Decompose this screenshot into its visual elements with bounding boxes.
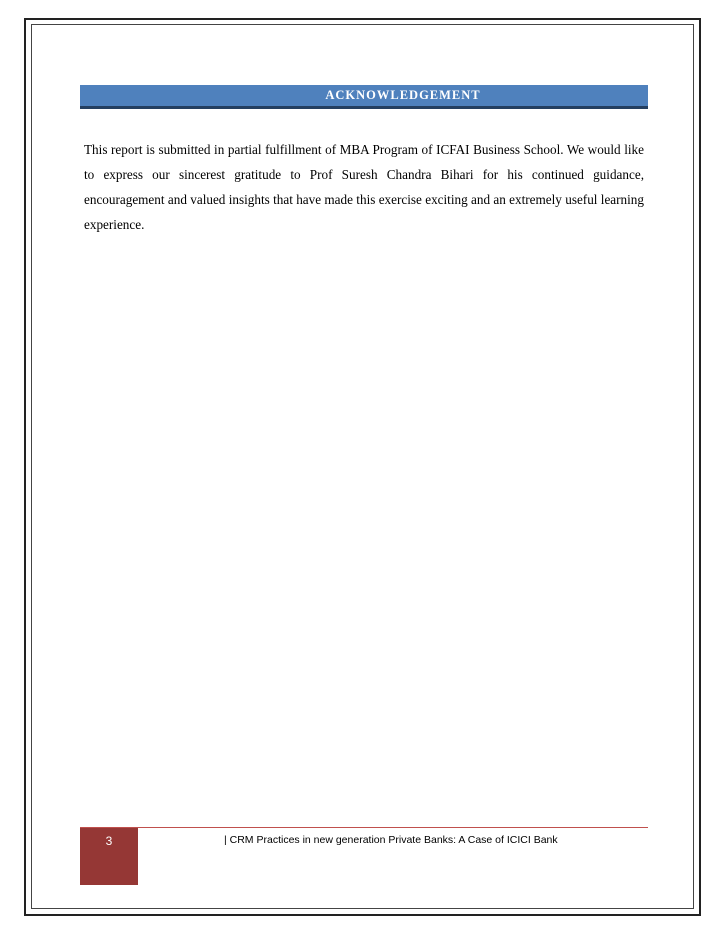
- heading-bar: [80, 85, 648, 109]
- running-title: | CRM Practices in new generation Private Banks: A Case of ICICI Bank: [224, 834, 558, 846]
- page-title: ACKNOWLEDGEMENT: [325, 88, 481, 102]
- page-number-box: [80, 828, 138, 885]
- body-paragraph: This report is submitted in partial fulfillment of MBA Program of ICFAI Business School. We would like to express our sincerest gratitude to Prof Suresh Chandra Bihari for his continued guidance, encouragement and valued insights that have made this exercise exciting and an extremely useful learning experience.: [84, 142, 644, 232]
- page-number: 3: [105, 834, 113, 848]
- footer-divider: [80, 827, 648, 828]
